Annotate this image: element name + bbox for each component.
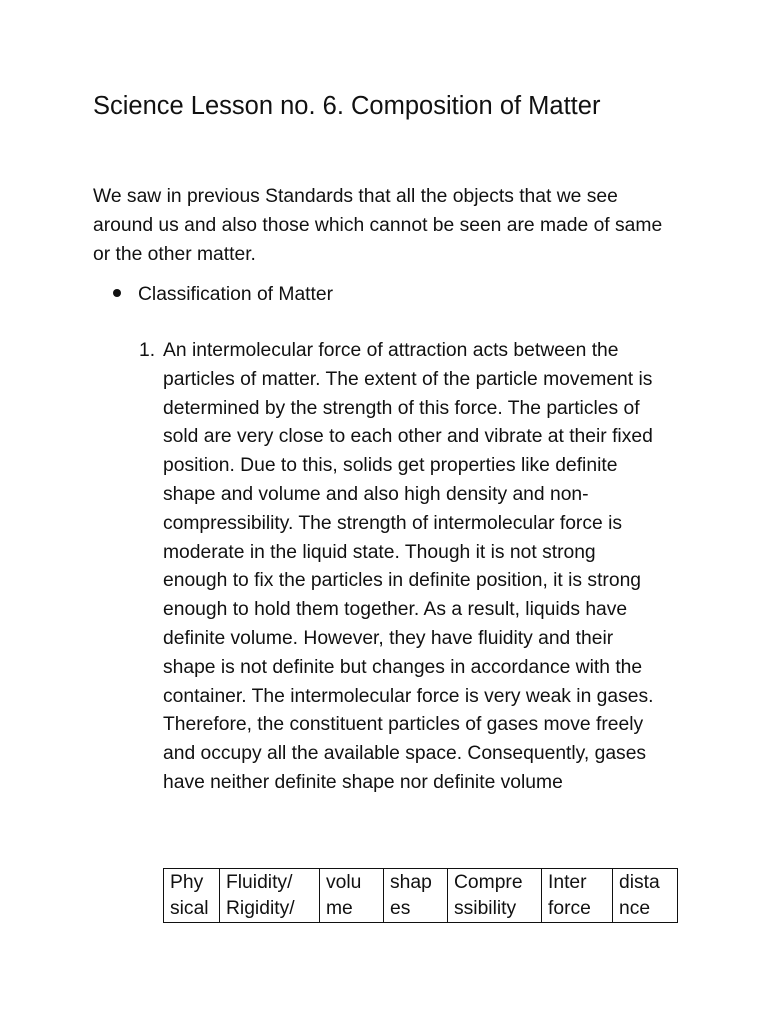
table-header-cell: dista nce — [613, 869, 678, 923]
table-header-cell: shap es — [384, 869, 448, 923]
bullet-item-label: Classification of Matter — [138, 284, 334, 305]
table-header-row — [164, 869, 678, 923]
properties-table — [163, 868, 678, 923]
table-header-cell: Inter force — [542, 869, 613, 923]
table-header-cell: Fluidity/ Rigidity/ — [220, 869, 320, 923]
list-item-text: An intermolecular force of attraction acts between the particles of matter. The extent of the particle movement is determined by the strength of this force. The particles of sold are very close to each other and vibrate at their fixed position. Due to this, solids get properties like definite shape and volume and also high density and non-compressibility. The strength of intermolecular force is moderate in the liquid state. Though it is not strong enough to fix the particles in definite position, it is strong enough to hold them together. As a result, liquids have definite volume. However, they have fluidity and their shape is not definite but changes in accordance with the container. The intermolecular force is very weak in gases. Therefore, the constituent particles of gases move freely and occupy all the available space. Consequently, gases have neither definite shape nor definite volume — [163, 340, 654, 793]
table-header-cell: volu me — [320, 869, 384, 923]
table-header-cell: Phy sical — [164, 869, 220, 923]
table-header-cell: Compre ssibility — [448, 869, 542, 923]
list-number: 1. — [139, 340, 156, 361]
intro-paragraph: We saw in previous Standards that all the objects that we see around us and also those which cannot be seen are made of same or the other matter. — [93, 186, 663, 265]
page-title: Science Lesson no. 6. Composition of Matter — [93, 92, 601, 120]
bullet-dot-icon — [113, 289, 121, 297]
